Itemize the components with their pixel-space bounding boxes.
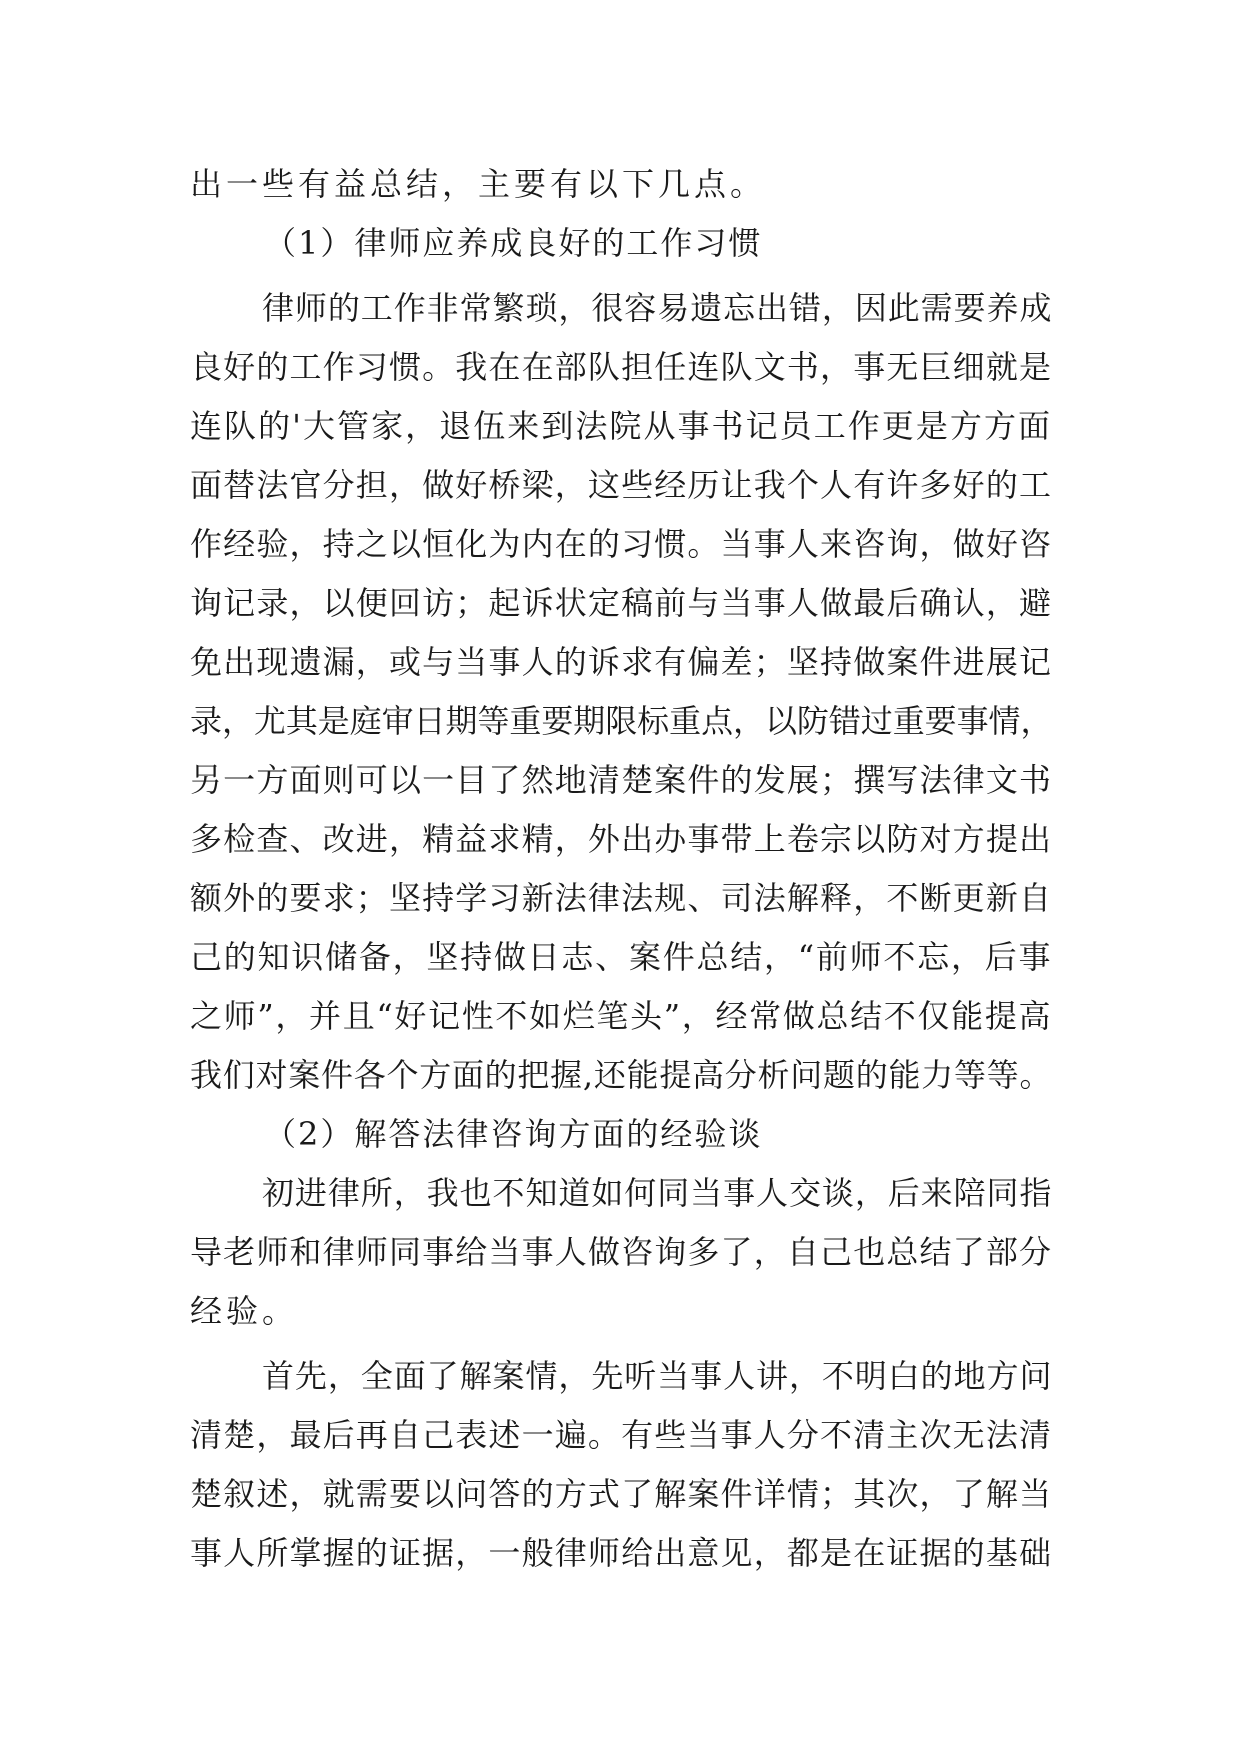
section-heading: （1）律师应养成良好的工作习惯: [264, 224, 763, 262]
text-line: 良好的工作习惯。我在在部队担任连队文书，事无巨细就是: [190, 348, 1052, 386]
document-page: [190, 155, 1052, 1583]
text-line: 询记录，以便回访；起诉状定稿前与当事人做最后确认，避: [190, 584, 1052, 622]
text-line: 清楚，最后再自己表述一遍。有些当事人分不清主次无法清: [190, 1416, 1052, 1454]
text-line: 额外的要求；坚持学习新法律法规、司法解释，不断更新自: [190, 879, 1052, 917]
text-line: 律师的工作非常繁琐，很容易遗忘出错，因此需要养成: [262, 289, 1052, 327]
text-line: 多检查、改进，精益求精，外出办事带上卷宗以防对方提出: [190, 820, 1052, 858]
text-line: 经验。: [190, 1292, 299, 1330]
text-line: 面替法官分担，做好桥梁，这些经历让我个人有许多好的工: [190, 466, 1052, 504]
text-line: 事人所掌握的证据，一般律师给出意见，都是在证据的基础: [190, 1534, 1052, 1572]
text-line: 出一些有益总结，主要有以下几点。: [190, 165, 767, 203]
text-line: 作经验，持之以恒化为内在的习惯。当事人来咨询，做好咨: [190, 525, 1052, 563]
text-line: 我们对案件各个方面的把握,还能提高分析问题的能力等等。: [190, 1056, 1052, 1094]
text-line: 录，尤其是庭审日期等重要期限标重点，以防错过重要事情，: [190, 702, 1052, 740]
text-line: 免出现遗漏，或与当事人的诉求有偏差；坚持做案件进展记: [190, 643, 1052, 681]
text-line: 之师”，并且“好记性不如烂笔头”，经常做总结不仅能提高: [190, 997, 1052, 1035]
section-heading: （2）解答法律咨询方面的经验谈: [264, 1115, 763, 1153]
text-line: 导老师和律师同事给当事人做咨询多了，自己也总结了部分: [190, 1233, 1052, 1271]
text-line: 己的知识储备，坚持做日志、案件总结，“前师不忘，后事: [190, 938, 1052, 976]
text-line: 楚叙述，就需要以问答的方式了解案件详情；其次，了解当: [190, 1475, 1052, 1513]
text-line: 初进律所，我也不知道如何同当事人交谈，后来陪同指: [262, 1174, 1052, 1212]
text-line: 另一方面则可以一目了然地清楚案件的发展；撰写法律文书: [190, 761, 1052, 799]
text-line: 首先，全面了解案情，先听当事人讲，不明白的地方问: [262, 1357, 1052, 1395]
text-line: 连队的'大管家，退伍来到法院从事书记员工作更是方方面: [190, 407, 1052, 445]
